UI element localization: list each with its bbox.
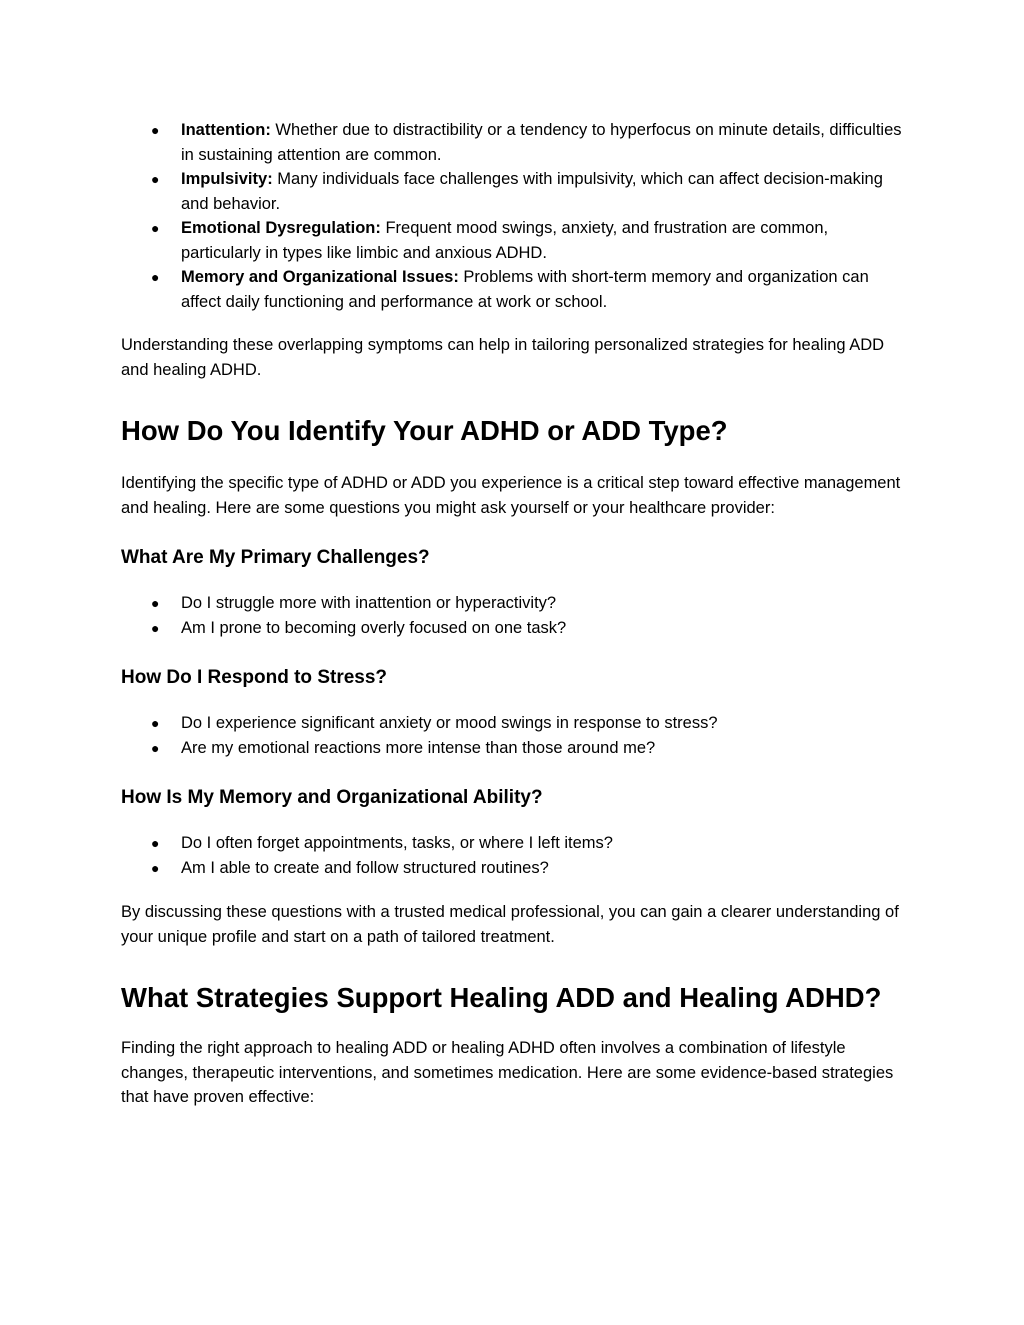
bullet-icon: ● bbox=[151, 595, 160, 611]
list-item-term: Impulsivity: bbox=[181, 170, 273, 188]
bullet-icon: ● bbox=[151, 269, 160, 285]
list-item bbox=[121, 616, 911, 641]
bullet-icon: ● bbox=[151, 122, 160, 138]
list-item bbox=[121, 216, 911, 265]
document-page bbox=[121, 118, 911, 1110]
list-item-text: Are my emotional reactions more intense than those around me? bbox=[181, 738, 656, 757]
bullet-icon: ● bbox=[151, 220, 160, 236]
symptom-list bbox=[121, 118, 911, 314]
bullet-icon: ● bbox=[151, 715, 160, 731]
bullet-icon: ● bbox=[151, 859, 160, 876]
closing-paragraph: By discussing these questions with a trusted medical professional, you can gain a clearer understanding of your unique profile and start on a path of tailored treatment. bbox=[121, 903, 899, 946]
list-item-text: Do I experience significant anxiety or mood swings in response to stress? bbox=[181, 714, 718, 732]
bullet-icon: ● bbox=[151, 619, 160, 636]
list-item-text: Problems with short-term memory and organization can affect daily functioning and performance at work or school. bbox=[181, 268, 869, 311]
bullet-icon: ● bbox=[151, 835, 160, 851]
list-item bbox=[121, 591, 911, 616]
list-item bbox=[121, 736, 911, 761]
list-item-text: Whether due to distractibility or a tendency to hyperfocus on minute details, difficulties in sustaining attention are common. bbox=[181, 121, 902, 164]
bullet-icon: ● bbox=[151, 739, 160, 756]
stress-list bbox=[121, 711, 911, 760]
subheading-stress: How Do I Respond to Stress? bbox=[121, 667, 388, 688]
list-item bbox=[121, 118, 911, 167]
memory-list bbox=[121, 831, 911, 880]
list-item-text: Am I able to create and follow structured routines? bbox=[181, 858, 549, 877]
list-item-text: Am I prone to becoming overly focused on one task? bbox=[181, 618, 567, 637]
section-heading-strategies: What Strategies Support Healing ADD and Healing ADHD? bbox=[121, 982, 882, 1013]
list-item bbox=[121, 711, 911, 736]
list-item-text: Do I struggle more with inattention or hyperactivity? bbox=[181, 594, 557, 612]
list-item bbox=[121, 265, 911, 314]
list-item bbox=[121, 831, 911, 856]
primary-challenges-list bbox=[121, 591, 911, 640]
list-item-text: Many individuals face challenges with impulsivity, which can affect decision-making and behavior. bbox=[181, 170, 883, 213]
list-item-term: Inattention: bbox=[181, 121, 271, 139]
subheading-memory: How Is My Memory and Organizational Ability? bbox=[121, 787, 543, 808]
list-item bbox=[121, 167, 911, 216]
list-item-text: Frequent mood swings, anxiety, and frustration are common, particularly in types like limbic and anxious ADHD. bbox=[181, 219, 829, 262]
list-item-text: Do I often forget appointments, tasks, or where I left items? bbox=[181, 834, 613, 852]
strategies-paragraph: Finding the right approach to healing ADD or healing ADHD often involves a combination of lifestyle changes, therapeutic interventions, and sometimes medication. Here are some evidence-based strategies that have proven effective: bbox=[121, 1039, 894, 1106]
list-item bbox=[121, 856, 911, 881]
list-item-term: Emotional Dysregulation: bbox=[181, 219, 381, 237]
section-heading-identify: How Do You Identify Your ADHD or ADD Type? bbox=[121, 415, 728, 446]
summary-paragraph: Understanding these overlapping symptoms can help in tailoring personalized strategies for healing ADD and healing ADHD. bbox=[121, 336, 885, 379]
list-item-term: Memory and Organizational Issues: bbox=[181, 268, 459, 286]
subheading-primary-challenges: What Are My Primary Challenges? bbox=[121, 547, 430, 568]
bullet-icon: ● bbox=[151, 171, 160, 187]
identify-paragraph: Identifying the specific type of ADHD or ADD you experience is a critical step toward effective management and healing. Here are some questions you might ask yourself or your healthcare provider: bbox=[121, 474, 901, 517]
